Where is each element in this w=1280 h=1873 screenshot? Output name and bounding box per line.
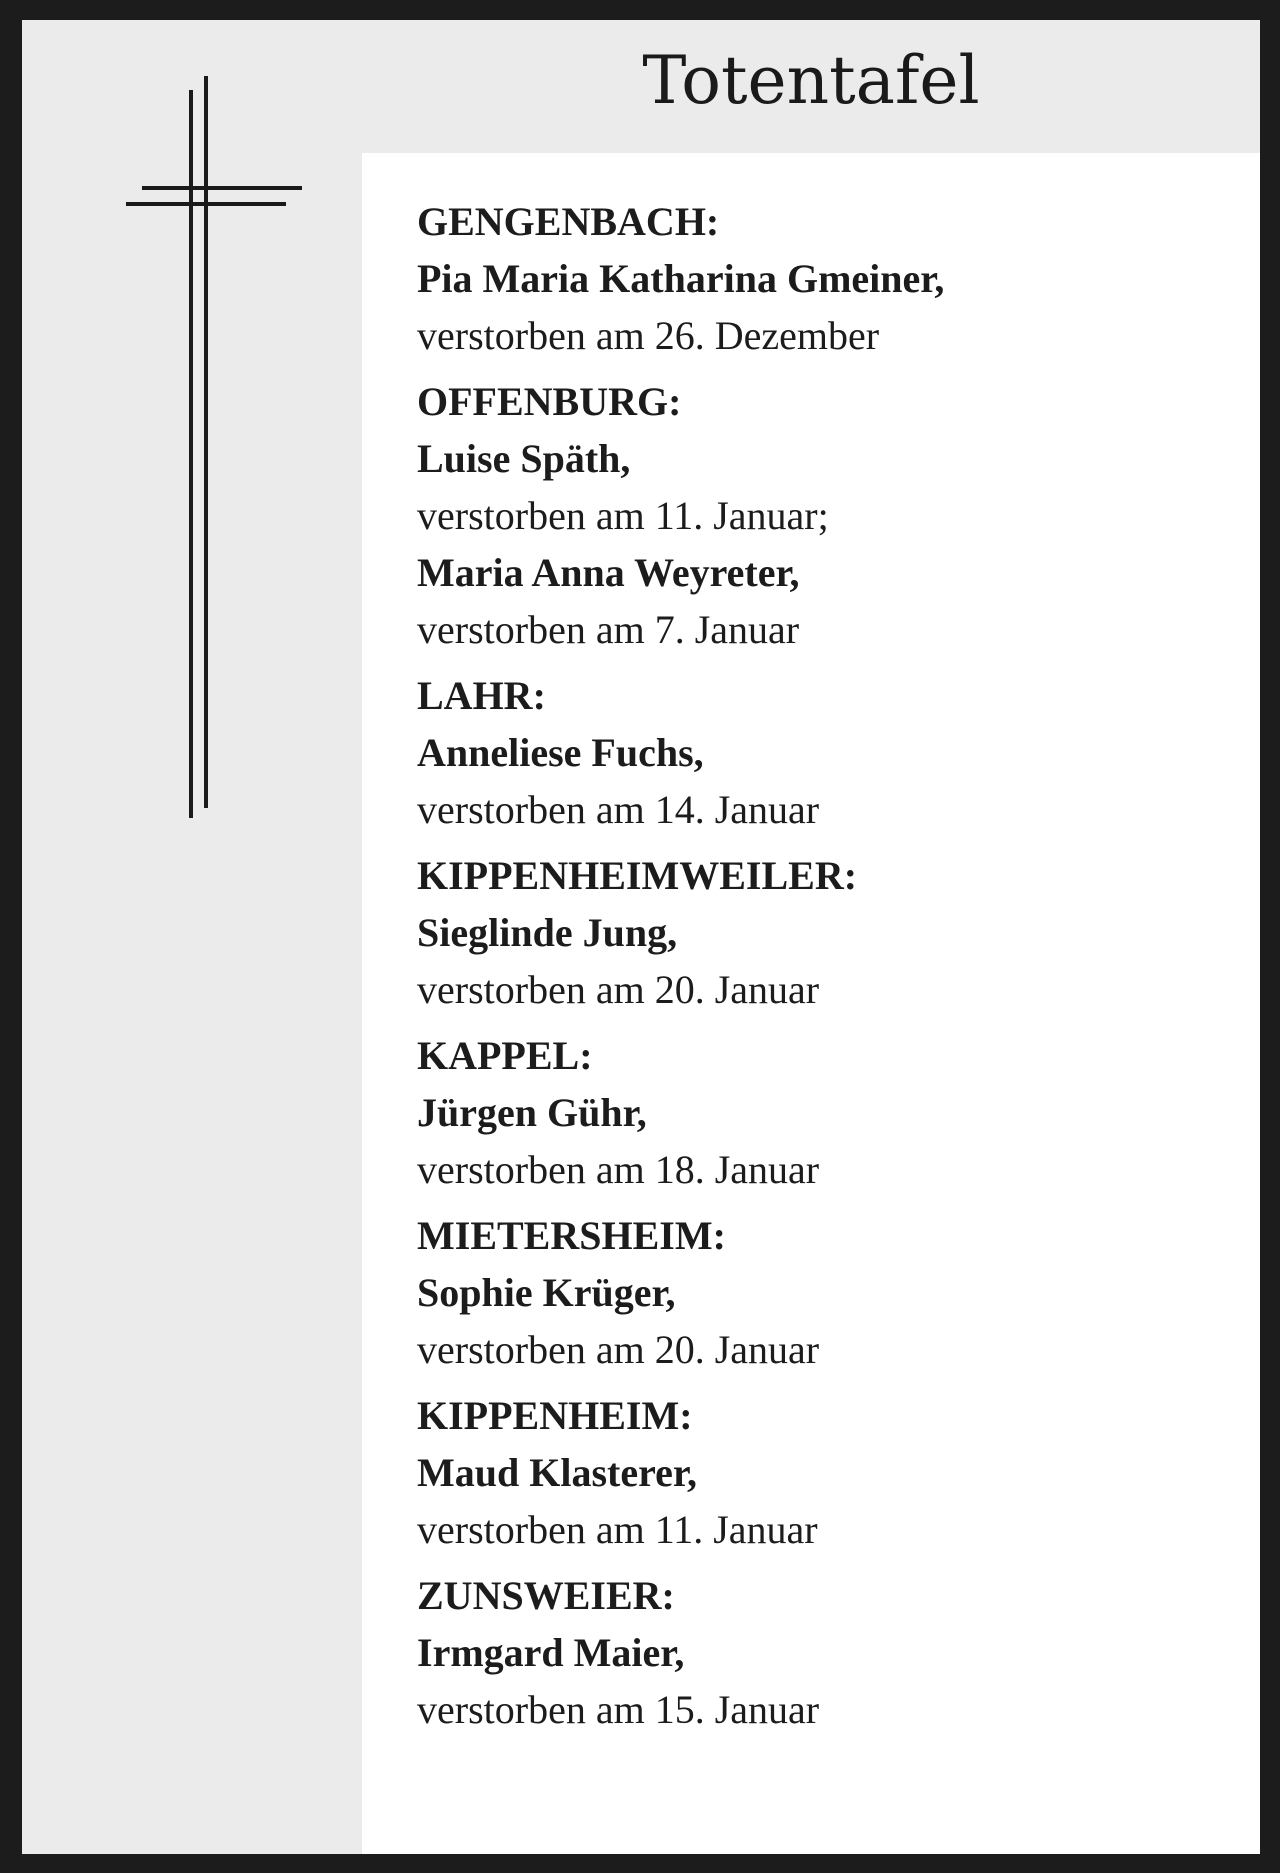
entry-place: ZUNSWEIER:	[417, 1573, 675, 1618]
obituary-entry	[417, 193, 1237, 364]
obituary-entry	[417, 373, 1237, 658]
entry-person-name: Pia Maria Katharina Gmeiner,	[417, 256, 945, 301]
obituary-entry	[417, 847, 1237, 1018]
entry-death-date: verstorben am 14. Januar	[417, 787, 820, 832]
entry-place: LAHR:	[417, 673, 546, 718]
entry-person-name: Luise Späth,	[417, 436, 631, 481]
notice-title: Totentafel	[642, 42, 980, 119]
entry-person-name: Maud Klasterer,	[417, 1450, 697, 1495]
entry-death-date: verstorben am 7. Januar	[417, 607, 800, 652]
entry-person-name: Jürgen Gühr,	[417, 1090, 647, 1135]
entry-death-date: verstorben am 20. Januar	[417, 1327, 820, 1372]
entry-death-date: verstorben am 11. Januar;	[417, 493, 829, 538]
entries-list	[417, 193, 1237, 1747]
obituary-entry	[417, 667, 1237, 838]
entry-place: MIETERSHEIM:	[417, 1213, 726, 1258]
obituary-entry	[417, 1027, 1237, 1198]
entry-death-date: verstorben am 11. Januar	[417, 1507, 818, 1552]
entry-person-name: Maria Anna Weyreter,	[417, 550, 800, 595]
entry-person-name: Anneliese Fuchs,	[417, 730, 704, 775]
entry-place: KIPPENHEIM:	[417, 1393, 693, 1438]
entry-place: KIPPENHEIMWEILER:	[417, 853, 858, 898]
entry-person-name: Sieglinde Jung,	[417, 910, 678, 955]
obituary-entry	[417, 1567, 1237, 1738]
entry-death-date: verstorben am 15. Januar	[417, 1687, 820, 1732]
entry-place: GENGENBACH:	[417, 199, 720, 244]
obituary-entry	[417, 1207, 1237, 1378]
entry-person-name: Sophie Krüger,	[417, 1270, 676, 1315]
entry-place: KAPPEL:	[417, 1033, 593, 1078]
entry-person-name: Irmgard Maier,	[417, 1630, 685, 1675]
entry-place: OFFENBURG:	[417, 379, 682, 424]
obituary-entry	[417, 1387, 1237, 1558]
obituary-notice	[22, 20, 1260, 1854]
cross-icon	[102, 76, 302, 826]
entry-death-date: verstorben am 26. Dezember	[417, 313, 880, 358]
entry-death-date: verstorben am 18. Januar	[417, 1147, 820, 1192]
entries-panel	[362, 153, 1260, 1854]
entry-death-date: verstorben am 20. Januar	[417, 967, 820, 1012]
